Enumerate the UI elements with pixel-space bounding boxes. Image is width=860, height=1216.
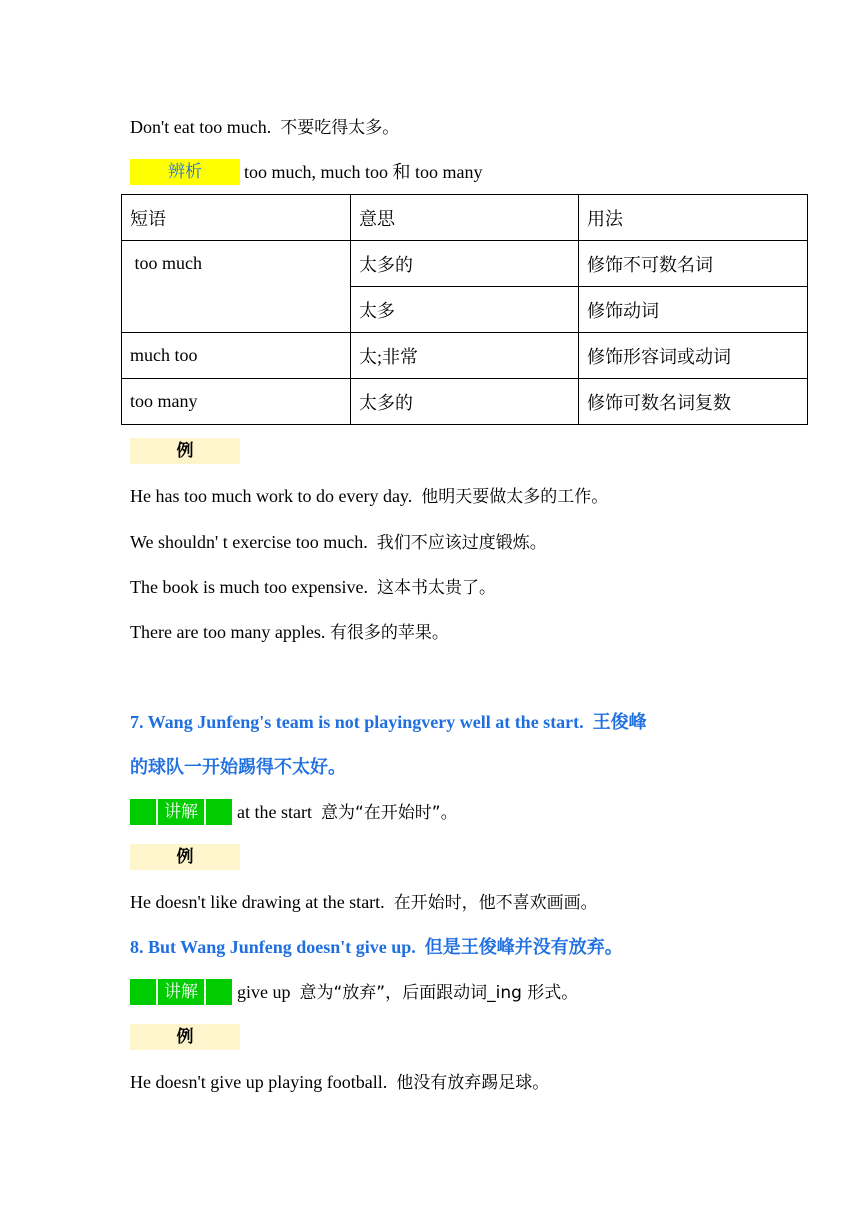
explain-text: give up 意为“放弃”，后面跟动词_ing 形式。 — [237, 982, 579, 1003]
bianxi-text: too much, much too 和 too many — [244, 162, 483, 182]
example-line: The book is much too expensive. 这本书太贵了。 — [130, 577, 496, 598]
table-cell-phrase: much too — [122, 333, 351, 379]
table-cell-meaning: 太多 — [351, 287, 579, 333]
example-line: He doesn't like drawing at the start. 在开始时，他不喜欢画画。 — [130, 892, 598, 913]
table-header-row — [122, 195, 808, 241]
point-7-heading: 7. Wang Junfeng's team is not playingvery well at the start. 王俊峰 — [130, 712, 647, 733]
table-cell-phrase: too many — [122, 379, 351, 425]
sentence-en: Don't eat too much. — [130, 117, 272, 137]
point-7-heading-cont: 的球队一开始踢得不太好。 — [130, 757, 346, 778]
bianxi-tag: 辨析 — [130, 159, 240, 185]
table-row — [122, 379, 808, 425]
table-header-cell: 用法 — [579, 195, 808, 241]
table-cell-usage: 修饰不可数名词 — [579, 241, 808, 287]
table-cell-usage: 修饰可数名词复数 — [579, 379, 808, 425]
table-cell-usage: 修饰动词 — [579, 287, 808, 333]
comparison-table — [121, 194, 808, 425]
example-line: He doesn't give up playing football. 他没有放弃踢足球。 — [130, 1072, 550, 1093]
explain-text: at the start 意为“在开始时”。 — [237, 802, 458, 823]
table-cell-meaning: 太;非常 — [351, 333, 579, 379]
table-cell-phrase: too much — [122, 241, 351, 333]
sentence-cn: 不要吃得太多。 — [280, 118, 400, 138]
sentence-dont-eat — [130, 114, 399, 141]
table-cell-meaning: 太多的 — [351, 379, 579, 425]
example-tag: 例 — [130, 438, 240, 464]
point-8-heading: 8. But Wang Junfeng doesn't give up. 但是王俊峰并没有放弃。 — [130, 937, 623, 958]
example-line: We shouldn' t exercise too much. 我们不应该过度锻炼。 — [130, 532, 547, 553]
example-line: There are too many apples. 有很多的苹果。 — [130, 622, 449, 643]
table-row — [122, 333, 808, 379]
table-cell-usage: 修饰形容词或动词 — [579, 333, 808, 379]
table-header-cell: 短语 — [122, 195, 351, 241]
example-tag: 例 — [130, 844, 240, 870]
table-row — [122, 241, 808, 287]
example-tag: 例 — [130, 1024, 240, 1050]
table-cell-meaning: 太多的 — [351, 241, 579, 287]
explain-tag: 讲解 — [130, 979, 232, 1005]
explain-tag: 讲解 — [130, 799, 232, 825]
table-header-cell: 意思 — [351, 195, 579, 241]
example-line: He has too much work to do every day. 他明天要做太多的工作。 — [130, 486, 609, 507]
